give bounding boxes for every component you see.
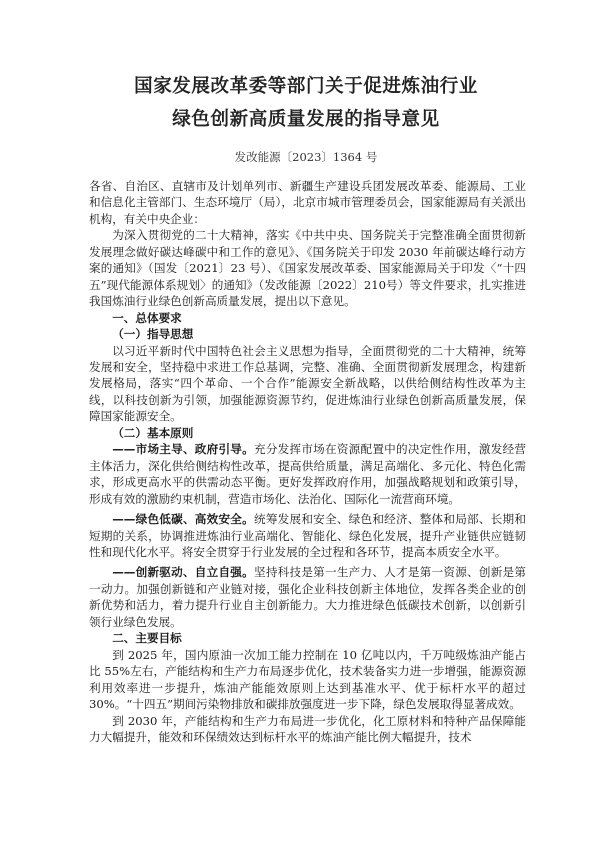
principle-market-lead: ——市场主导、政府引导。 <box>112 442 254 457</box>
section-heading-general-requirements: 一、总体要求 <box>112 310 182 325</box>
principle-green-text: 统筹发展和安全、绿色和经济、整体和局部、长期和短期的关系，协调推进炼油行业高端化、智能化、绿色化发展，提升产业链供应链韧性和现代化水平。将安全贯穿于行业发展的全过程和各环节，提高本质安全水平。 <box>89 512 526 559</box>
goal-2030-paragraph: 到 2030 年，产能结构和生产力布局进一步优化，化工原材料和特种产品保障能力大幅提升，能效和环保绩效达到标杆水平的炼油产能比例大幅提升，技术 <box>89 713 526 744</box>
subsection-heading-guiding-ideology: （一）指导思想 <box>112 327 194 342</box>
subsection-heading-basic-principles: （二）基本原则 <box>112 425 194 440</box>
goal-2025-paragraph: 到 2025 年，国内原油一次加工能力控制在 10 亿吨以内，千万吨级炼油产能占比 55%左右，产能结构和生产力布局逐步优化，技术装备实力进一步增强，能源资源利用效率进一步提升，炼油产能能效原则上达到基准水平、优于标杆水平的超过 30%。“十四五”期间污染物排放和碳排放强度进一步下降，绿色发展取得显著成效。 <box>89 647 526 712</box>
principle-green-lead: ——绿色低碳、高效安全。 <box>112 512 254 527</box>
guiding-ideology-paragraph: 以习近平新时代中国特色社会主义思想为指导，全面贯彻党的二十大精神，统筹发展和安全，坚持稳中求进工作总基调，完整、准确、全面贯彻新发展理念，构建新发展格局，落实“四个革命、一个合作”能源安全新战略，以供给侧结构性改革为主线，以科技创新为引领，加强能源资源节约，促进炼油行业绿色创新高质量发展，保障国家能源安全。 <box>89 343 526 424</box>
principle-innovation-paragraph <box>89 564 526 630</box>
principle-green-paragraph <box>89 511 526 560</box>
section-heading-main-goals: 二、主要目标 <box>112 631 182 646</box>
principle-market-paragraph <box>89 441 526 507</box>
document-title-line-1: 国家发展改革委等部门关于促进炼油行业 <box>134 76 478 97</box>
document-title-line-2: 绿色创新高质量发展的指导意见 <box>172 109 440 130</box>
recipients-paragraph: 各省、自治区、直辖市及计划单列市、新疆生产建设兵团发展改革委、能源局、工业和信息化主管部门、生态环境厅（局），北京市城市管理委员会，国家能源局有关派出机构，有关中央企业： <box>89 179 526 226</box>
principle-innovation-lead: ——创新驱动、自立自强。 <box>112 565 254 580</box>
document-body <box>89 178 526 745</box>
intro-paragraph: 为深入贯彻党的二十大精神，落实《中共中央、国务院关于完整准确全面贯彻新发展理念做好碳达峰碳中和工作的意见》、《国务院关于印发 2030 年前碳达峰行动方案的通知》（国发〔2021〕23 号）、《国家发展改革委、国家能源局关于印发〈“十四五”现代能源体系规划〉的通知》（发改能源〔2022〕210号）等文件要求，扎实推进我国炼油行业绿色创新高质量发展，提出以下意见。 <box>89 228 526 309</box>
principle-innovation-text: 坚持科技是第一生产力、人才是第一资源、创新是第一动力。加强创新链和产业链对接，强化企业科技创新主体地位，发挥各类企业的创新优势和活力，着力提升行业自主创新能力。大力推进绿色低碳技术创新，以创新引领行业绿色发展。 <box>89 565 526 629</box>
document-number: 发改能源〔2023〕1364 号 <box>234 150 378 164</box>
principle-market-text: 充分发挥市场在资源配置中的决定性作用，激发经营主体活力，深化供给侧结构性改革，提高供给质量，满足高端化、多元化、特色化需求，形成更高水平的供需动态平衡。更好发挥政府作用，加强战略规划和政策引导，形成有效的激励约束机制，营造市场化、法治化、国际化一流营商环境。 <box>89 442 526 506</box>
